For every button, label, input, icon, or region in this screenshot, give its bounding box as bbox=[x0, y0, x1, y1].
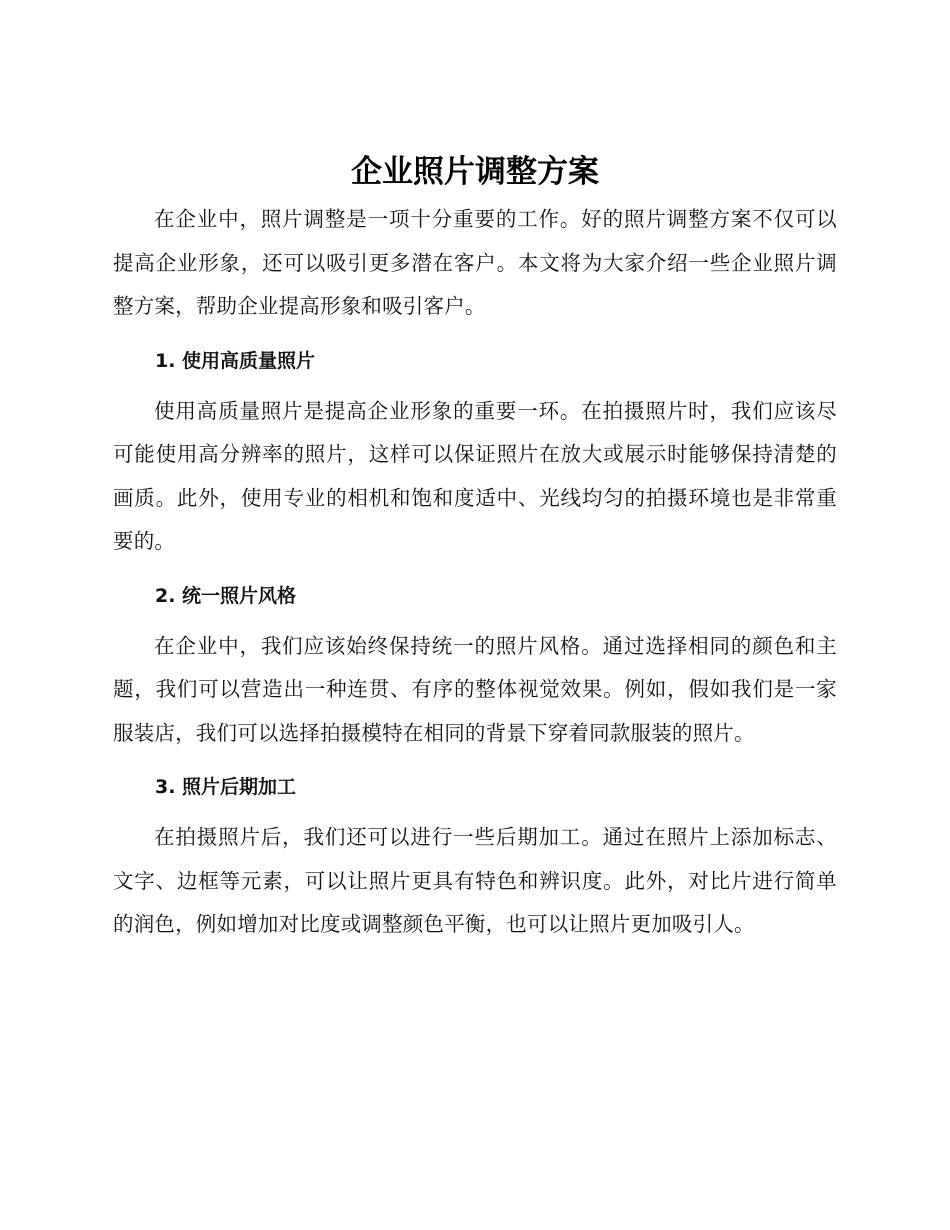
intro-paragraph: 在企业中，照片调整是一项十分重要的工作。好的照片调整方案不仅可以提高企业形象，还可以吸引更多潜在客户。本文将为大家介绍一些企业照片调整方案，帮助企业提高形象和吸引客户。 bbox=[113, 207, 837, 318]
document-title: 企业照片调整方案 bbox=[351, 154, 599, 190]
section-heading-1: 1. 使用高质量照片 bbox=[155, 349, 316, 372]
section-paragraph-1: 使用高质量照片是提高企业形象的重要一环。在拍摄照片时，我们应该尽可能使用高分辨率的照片，这样可以保证照片在放大或展示时能够保持清楚的画质。此外，使用专业的相机和饱和度适中、光线均匀的拍摄环境也是非常重要的。 bbox=[113, 398, 837, 553]
section-heading-2: 2. 统一照片风格 bbox=[155, 584, 297, 607]
section-paragraph-3: 在拍摄照片后，我们还可以进行一些后期加工。通过在照片上添加标志、文字、边框等元素，可以让照片更具有特色和辨识度。此外，对比片进行简单的润色，例如增加对比度或调整颜色平衡，也可以让照片更加吸引人。 bbox=[113, 825, 837, 936]
section-heading-3: 3. 照片后期加工 bbox=[155, 776, 297, 798]
document-body bbox=[113, 198, 837, 947]
section-paragraph-2: 在企业中，我们应该始终保持统一的照片风格。通过选择相同的颜色和主题，我们可以营造出一种连贯、有序的整体视觉效果。例如，假如我们是一家服装店，我们可以选择拍摄模特在相同的背景下穿着同款服装的照片。 bbox=[113, 633, 837, 745]
